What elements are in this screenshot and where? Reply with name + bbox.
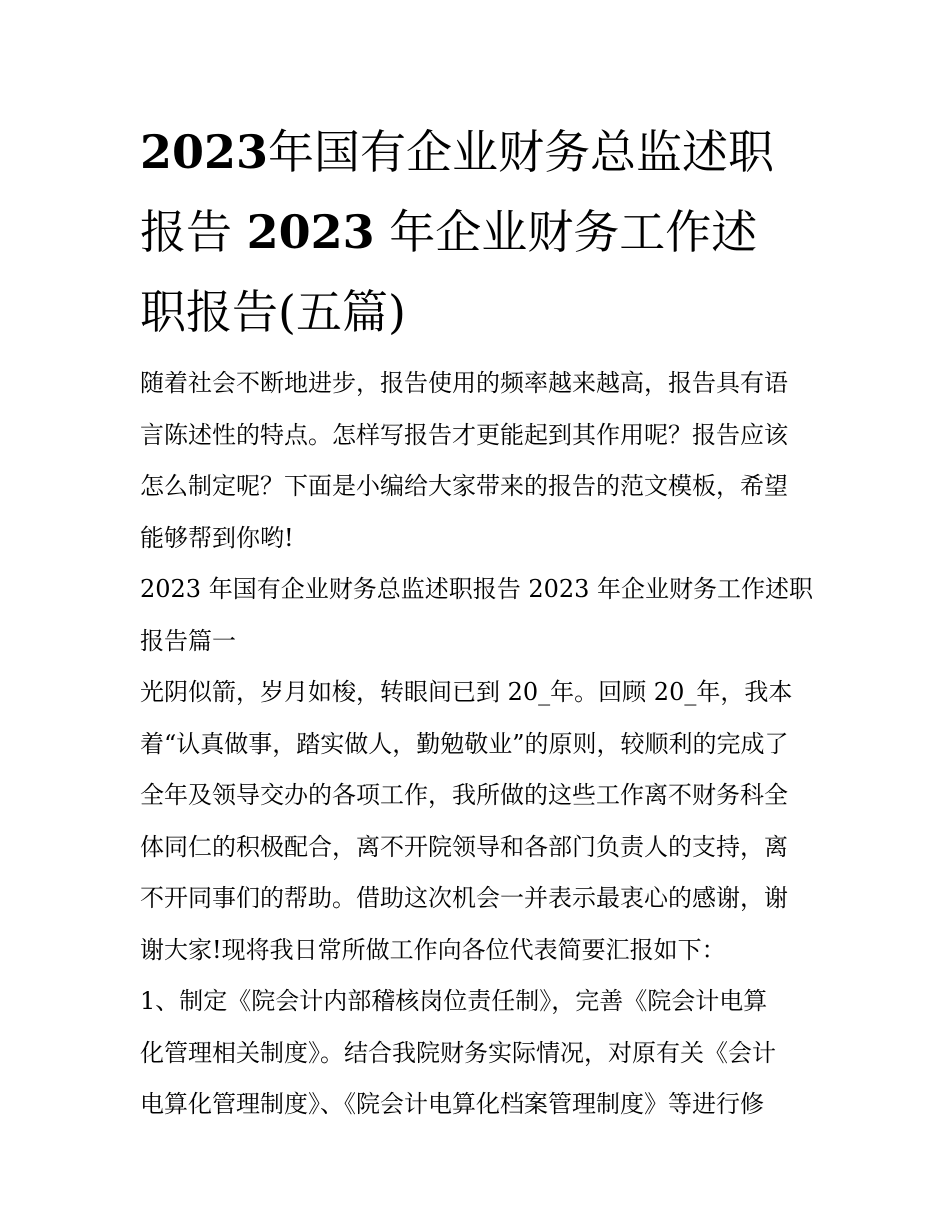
intro-line: 随着社会不断地进步，报告使用的频率越来越高，报告具有语	[140, 369, 788, 397]
section-heading-line: 2023 年国有企业财务总监述职报告 2023 年企业财务工作述职	[140, 575, 814, 603]
paragraph-line: 着“认真做事，踏实做人，勤勉敬业”的原则，较顺利的完成了	[140, 729, 789, 758]
paragraph-line: 电算化管理制度》、《院会计电算化档案管理制度》等进行修	[140, 1090, 764, 1118]
section-heading-line: 报告篇一	[140, 626, 236, 655]
document-title	[140, 112, 812, 352]
paragraph-line: 1、制定《院会计内部稽核岗位责任制》，完善《院会计电算	[140, 987, 768, 1015]
title-line-3: 职报告(五篇)	[140, 285, 406, 339]
paragraph-line: 体同仁的积极配合，离不开院领导和各部门负责人的支持，离	[140, 832, 788, 861]
body-paragraph-2	[140, 976, 812, 1131]
title-line-1: 2023年国有企业财务总监述职	[140, 125, 775, 179]
intro-line: 能够帮到你哟!	[140, 523, 294, 552]
paragraph-line: 光阴似箭，岁月如梭，转眼间已到 20_年。回顾 20_年，我本	[140, 678, 793, 706]
paragraph-line: 不开同事们的帮助。借助这次机会一并表示最衷心的感谢，谢	[140, 884, 788, 912]
paragraph-line: 谢大家!现将我日常所做工作向各位代表简要汇报如下：	[140, 935, 726, 964]
document-page	[140, 112, 812, 1131]
intro-line: 怎么制定呢？下面是小编给大家带来的报告的范文模板，希望	[140, 472, 788, 500]
section-heading	[140, 564, 812, 667]
body-paragraph-1	[140, 667, 812, 976]
intro-line: 言陈述性的特点。怎样写报告才更能起到其作用呢？报告应该	[140, 420, 788, 449]
title-line-2: 报告 2023 年企业财务工作述	[140, 205, 758, 259]
paragraph-line: 全年及领导交办的各项工作，我所做的这些工作离不财务科全	[140, 781, 788, 809]
intro-paragraph	[140, 358, 812, 564]
paragraph-line: 化管理相关制度》。结合我院财务实际情况，对原有关《会计	[140, 1038, 776, 1067]
